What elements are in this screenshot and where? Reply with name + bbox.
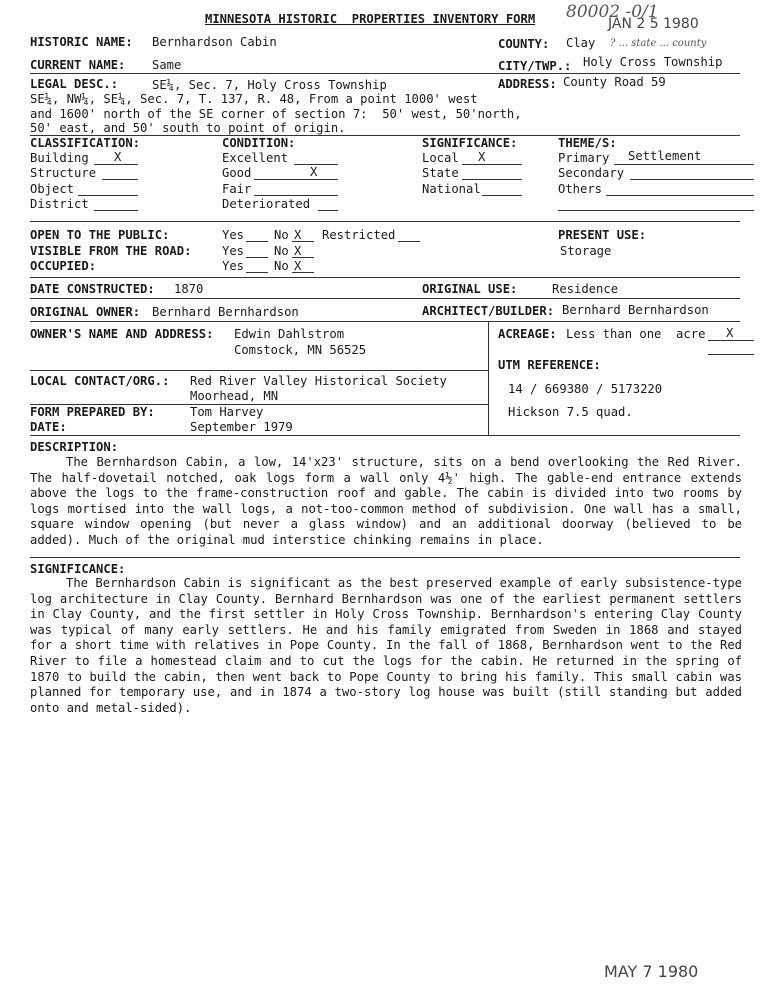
legal-desc-line-3: and 1600' north of the SE corner of section 7: 50' west, 50'north,	[30, 107, 522, 121]
form-prepared-by-value: Tom Harvey	[190, 405, 264, 419]
open-no: No	[274, 228, 289, 242]
occupied-no-mark: X	[294, 259, 302, 273]
divider	[30, 73, 740, 74]
occupied-yes: Yes	[222, 259, 245, 273]
significance-state: State	[422, 166, 459, 180]
blank-line	[614, 164, 754, 165]
utm-reference-label: UTM REFERENCE:	[498, 358, 601, 372]
handwritten-reference-number: 80002 -0/1	[566, 2, 659, 22]
city-value: Holy Cross Township	[583, 55, 723, 69]
county-label: COUNTY:	[498, 37, 550, 51]
theme-primary-value: Settlement	[628, 149, 702, 163]
divider	[30, 298, 740, 299]
local-contact-city: Moorhead, MN	[190, 389, 279, 403]
open-yes: Yes	[222, 228, 245, 242]
owner-name: Edwin Dahlstrom	[234, 327, 345, 341]
visible-no: No	[274, 244, 289, 258]
acreage-label: ACREAGE:	[498, 327, 557, 341]
theme-secondary: Secondary	[558, 166, 625, 180]
blank-line	[78, 195, 138, 196]
date-constructed-value: 1870	[174, 282, 204, 296]
open-restricted: Restricted	[322, 228, 396, 242]
blank-line	[246, 257, 268, 258]
classification-building-mark: X	[114, 150, 122, 164]
theme-primary: Primary	[558, 151, 610, 165]
current-name-label: CURRENT NAME:	[30, 58, 126, 72]
current-name-value: Same	[152, 58, 182, 72]
utm-reference-value: 14 / 669380 / 5173220	[508, 382, 663, 396]
acreage-value: Less than one acre	[566, 327, 706, 341]
original-use-label: ORIGINAL USE:	[422, 282, 518, 296]
blank-line	[102, 179, 138, 180]
column-divider	[488, 321, 489, 435]
visible-no-mark: X	[294, 244, 302, 258]
significance-level-label: SIGNIFICANCE:	[422, 136, 518, 150]
legal-desc-line-1: SE¼, Sec. 7, Holy Cross Township	[152, 78, 387, 92]
legal-desc-line-4: 50' east, and 50' south to point of origin.	[30, 121, 346, 135]
quad-map-value: Hickson 7.5 quad.	[508, 405, 633, 419]
legal-desc-label: LEGAL DESC.:	[30, 77, 119, 91]
significance-national: National	[422, 182, 481, 196]
county-handwritten-note: ? ... state ... county	[610, 38, 707, 49]
divider	[30, 321, 740, 322]
form-prepared-by-label: FORM PREPARED BY:	[30, 405, 155, 419]
condition-deteriorated: Deteriorated	[222, 197, 311, 211]
blank-line	[292, 257, 314, 258]
significance-local-mark: X	[478, 150, 486, 164]
footer-date-stamp: MAY 7 1980	[604, 962, 699, 981]
open-to-public-label: OPEN TO THE PUBLIC:	[30, 228, 170, 242]
classification-district: District	[30, 197, 89, 211]
divider	[30, 557, 740, 558]
blank-line	[318, 210, 338, 211]
divider	[30, 370, 488, 371]
divider	[30, 435, 740, 436]
blank-line	[254, 179, 338, 180]
significance-local: Local	[422, 151, 459, 165]
condition-fair: Fair	[222, 182, 252, 196]
blank-line	[462, 164, 522, 165]
classification-building: Building	[30, 151, 89, 165]
present-use-value: Storage	[560, 244, 612, 258]
present-use-label: PRESENT USE:	[558, 228, 647, 242]
blank-line	[292, 241, 314, 242]
blank-line	[482, 195, 522, 196]
condition-good: Good	[222, 166, 252, 180]
blank-line	[708, 354, 754, 355]
significance-text: The Bernhardson Cabin is significant as the best preserved example of early subsistence-type log architecture in Clay County. Bernhard Bernhardson was one of the earliest permanent settlers in Clay County, and the first settler in Holy Cross Township. Bernhardson's entering Clay County was typical of many early settlers. He and his family emigrated from Sweden in 1868 and stayed for a short time with relatives in Pope County. In the fall of 1868, Bernhardson went to the Red River to file a homestead claim and to cut the logs for the cabin. He returned in the spring of 1870 to build the cabin, then went back to Pope County to bring his family. This small cabin was planned for temporary use, and in 1874 a two-story log house was built (still standing but added onto and metal-sided).	[30, 576, 742, 715]
address-value: County Road 59	[563, 75, 666, 89]
local-contact-org: Red River Valley Historical Society	[190, 374, 447, 388]
historic-name-value: Bernhardson Cabin	[152, 35, 277, 49]
form-date-label: DATE:	[30, 420, 67, 434]
significance-label: SIGNIFICANCE:	[30, 562, 126, 576]
blank-line	[246, 272, 268, 273]
open-no-mark: X	[294, 228, 302, 242]
owner-address: Comstock, MN 56525	[234, 343, 367, 357]
city-label: CITY/TWP.:	[498, 59, 572, 73]
visible-from-road-label: VISIBLE FROM THE ROAD:	[30, 244, 192, 258]
classification-object: Object	[30, 182, 75, 196]
blank-line	[292, 272, 314, 273]
county-value: Clay	[566, 36, 596, 50]
original-use-value: Residence	[552, 282, 619, 296]
visible-yes: Yes	[222, 244, 245, 258]
blank-line	[606, 195, 754, 196]
received-date-stamp: JAN 2 5 1980	[608, 16, 699, 32]
blank-line	[398, 241, 420, 242]
theme-others: Others	[558, 182, 603, 196]
original-owner-value: Bernhard Bernhardson	[152, 305, 299, 319]
condition-excellent: Excellent	[222, 151, 289, 165]
legal-desc-line-2: SE¼, NW¼, SE¼, Sec. 7, T. 137, R. 48, From a point 1000' west	[30, 92, 478, 106]
form-title: MINNESOTA HISTORIC PROPERTIES INVENTORY FORM	[205, 12, 536, 26]
acreage-mark: X	[726, 326, 734, 340]
form-date-value: September 1979	[190, 420, 293, 434]
original-owner-label: ORIGINAL OWNER:	[30, 305, 141, 319]
classification-label: CLASSIFICATION:	[30, 136, 141, 150]
divider	[30, 277, 740, 278]
occupied-no: No	[274, 259, 289, 273]
occupied-label: OCCUPIED:	[30, 259, 97, 273]
divider	[30, 221, 740, 222]
architect-label: ARCHITECT/BUILDER:	[422, 304, 555, 318]
classification-structure: Structure	[30, 166, 97, 180]
local-contact-label: LOCAL CONTACT/ORG.:	[30, 374, 170, 388]
blank-line	[254, 195, 338, 196]
description-label: DESCRIPTION:	[30, 440, 119, 454]
condition-good-mark: X	[310, 165, 318, 179]
condition-label: CONDITION:	[222, 136, 296, 150]
blank-line	[246, 241, 268, 242]
blank-line	[94, 210, 138, 211]
date-constructed-label: DATE CONSTRUCTED:	[30, 282, 155, 296]
owner-name-address-label: OWNER'S NAME AND ADDRESS:	[30, 327, 214, 341]
blank-line	[558, 210, 754, 211]
themes-label: THEME/S:	[558, 136, 617, 150]
blank-line	[630, 179, 754, 180]
blank-line	[462, 179, 522, 180]
architect-value: Bernhard Bernhardson	[562, 303, 709, 317]
description-text: The Bernhardson Cabin, a low, 14'x23' structure, sits on a bend overlooking the Red River. The half-dovetail notched, oak logs form a wall only 4½' high. The gable-end entrance extends above the logs to the frame-construction roof and gable. The cabin is divided into two rooms by logs mortised into the wall logs, a not-too-common method of subdivision. One wall has a small, square window opening (but never a glass window) and an additional doorway (believed to be added). Much of the original mud interstice chinking remains in place.	[30, 455, 742, 547]
historic-name-label: HISTORIC NAME:	[30, 35, 133, 49]
address-label: ADDRESS:	[498, 77, 557, 91]
